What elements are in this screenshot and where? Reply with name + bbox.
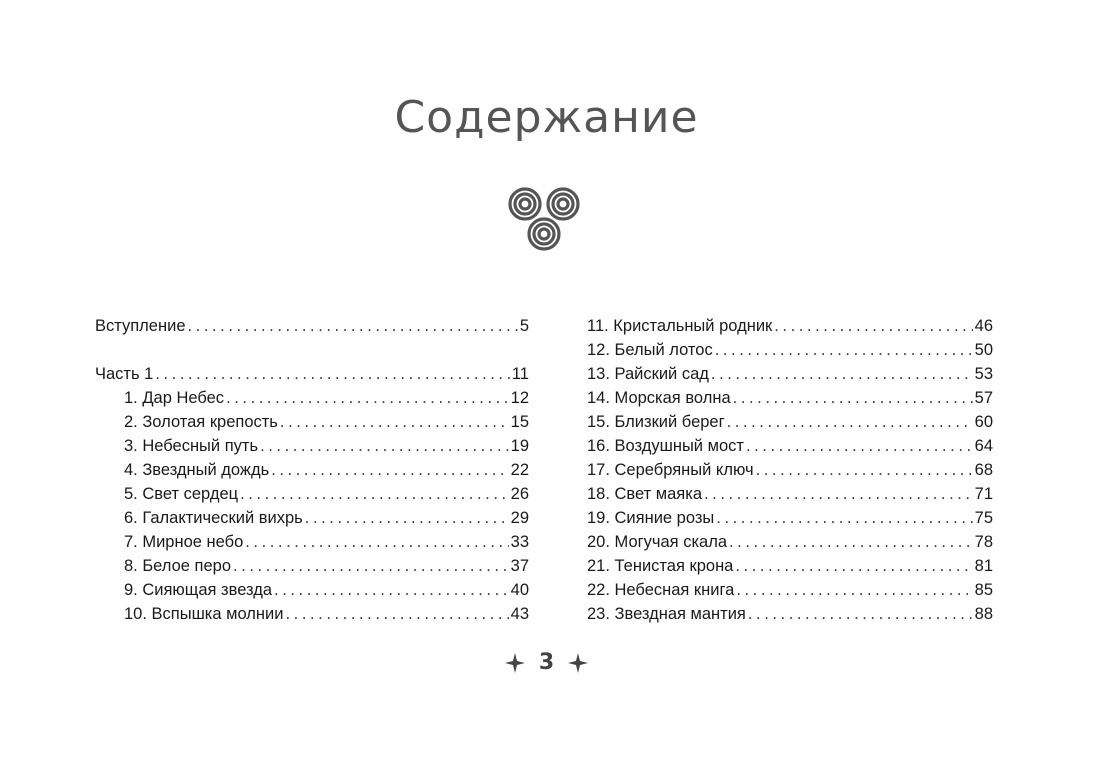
toc-entry-label: 4. Звездный дождь (124, 461, 270, 479)
toc-entry-label: 9. Сияющая звезда (124, 581, 273, 599)
toc-entry-label: Вступление (95, 317, 186, 335)
toc-entry-page: 88 (974, 605, 993, 623)
toc-entry-page: 78 (974, 533, 993, 551)
toc-entry-page: 64 (974, 437, 993, 455)
toc-entry-page: 26 (510, 485, 529, 503)
page-number: 3 (538, 650, 555, 675)
toc-entry-page: 37 (510, 557, 529, 575)
toc-entry-label: 19. Сияние розы (587, 509, 715, 527)
toc-dot-leader (280, 410, 509, 434)
toc-entry[interactable] (587, 386, 993, 410)
toc-left-column (95, 314, 529, 626)
toc-entry-page: 53 (974, 365, 993, 383)
page-title: Содержание (394, 92, 699, 143)
toc-dot-leader (729, 530, 973, 554)
toc-entry[interactable] (587, 602, 993, 626)
toc-dot-leader (735, 554, 972, 578)
toc-entry[interactable] (587, 410, 993, 434)
toc-dot-leader (716, 506, 972, 530)
toc-entry[interactable] (587, 362, 993, 386)
toc-entry[interactable] (587, 578, 993, 602)
toc-entry-page: 46 (974, 317, 993, 335)
toc-entry-label: 16. Воздушный мост (587, 437, 744, 455)
toc-dot-leader (711, 362, 973, 386)
toc-entry-page: 71 (974, 485, 993, 503)
toc-dot-leader (305, 506, 509, 530)
toc-entry-label: 23. Звездная мантия (587, 605, 746, 623)
toc-entry-label: 22. Небесная книга (587, 581, 735, 599)
toc-entry-page: 81 (974, 557, 993, 575)
toc-entry[interactable] (95, 554, 529, 578)
four-point-star-icon (505, 653, 525, 673)
toc-entry[interactable] (587, 434, 993, 458)
toc-entry-label: 18. Свет маяка (587, 485, 703, 503)
toc-entry-label: 15. Близкий берег (587, 413, 725, 431)
toc-entry-label: 13. Райский сад (587, 365, 709, 383)
toc-dot-leader (188, 314, 518, 338)
toc-entry-page: 11 (511, 365, 529, 383)
toc-entry-page: 33 (510, 533, 529, 551)
toc-dot-leader (727, 410, 973, 434)
toc-dot-leader (155, 362, 510, 386)
toc-entry-page: 5 (519, 317, 529, 335)
toc-dot-leader (733, 386, 973, 410)
toc-dot-leader (746, 434, 973, 458)
toc-entry-label: 10. Вспышка молнии (124, 605, 284, 623)
toc-entry[interactable] (95, 482, 529, 506)
toc-entry-page: 43 (510, 605, 529, 623)
toc-entry-page: 12 (510, 389, 529, 407)
toc-entry[interactable] (95, 410, 529, 434)
toc-entry-label: 14. Морская волна (587, 389, 731, 407)
toc-dot-leader (226, 386, 509, 410)
toc-dot-leader (260, 434, 509, 458)
toc-entry[interactable] (587, 338, 993, 362)
toc-entry-intro[interactable] (95, 314, 529, 338)
toc-entry[interactable] (95, 434, 529, 458)
toc-dot-leader (704, 482, 973, 506)
toc-entry-label: 1. Дар Небес (124, 389, 225, 407)
toc-entry[interactable] (587, 458, 993, 482)
toc-dot-leader (285, 602, 508, 626)
toc-entry[interactable] (587, 482, 993, 506)
toc-entry-page: 50 (974, 341, 993, 359)
toc-entry[interactable] (95, 602, 529, 626)
page-number-footer (0, 650, 1093, 675)
toc-entry-page: 85 (974, 581, 993, 599)
toc-entry[interactable] (587, 530, 993, 554)
toc-dot-leader (715, 338, 973, 362)
toc-dot-leader (774, 314, 972, 338)
toc-entry[interactable] (95, 458, 529, 482)
toc-dot-leader (736, 578, 972, 602)
toc-entry-label: 21. Тенистая крона (587, 557, 734, 575)
toc-entry[interactable] (95, 386, 529, 410)
toc-entry-page: 57 (974, 389, 993, 407)
triple-spiral-icon (506, 184, 582, 254)
toc-entry-label: 11. Кристальный родник (587, 317, 773, 335)
toc-dot-leader (748, 602, 973, 626)
toc-entry-label: 20. Могучая скала (587, 533, 728, 551)
toc-entry-label: 5. Свет сердец (124, 485, 239, 503)
toc-entry-label: 8. Белое перо (124, 557, 232, 575)
toc-right-column (587, 314, 993, 626)
four-point-star-icon (568, 653, 588, 673)
toc-entry-page: 40 (510, 581, 529, 599)
toc-entry-page: 22 (510, 461, 529, 479)
toc-dot-leader (240, 482, 509, 506)
toc-dot-leader (274, 578, 509, 602)
toc-dot-leader (756, 458, 973, 482)
toc-entry-label: 6. Галактический вихрь (124, 509, 303, 527)
toc-entry[interactable] (95, 578, 529, 602)
toc-dot-leader (245, 530, 508, 554)
toc-entry-page: 68 (974, 461, 993, 479)
toc-entry[interactable] (95, 506, 529, 530)
toc-entry-label: 2. Золотая крепость (124, 413, 278, 431)
toc-entry-page: 29 (510, 509, 529, 527)
toc-dot-leader (271, 458, 508, 482)
toc-entry[interactable] (587, 314, 993, 338)
toc-entry-label: 3. Небесный путь (124, 437, 259, 455)
toc-entry-page: 15 (510, 413, 529, 431)
toc-entry-part[interactable] (95, 362, 529, 386)
toc-entry-label: 17. Серебряный ключ (587, 461, 754, 479)
toc-entry-label: 7. Мирное небо (124, 533, 244, 551)
toc-dot-leader (233, 554, 509, 578)
toc-entry-label: Часть 1 (95, 365, 154, 383)
toc-entry-label: 12. Белый лотос (587, 341, 713, 359)
toc-entry-page: 75 (974, 509, 993, 527)
toc-entry[interactable] (95, 530, 529, 554)
toc-entry[interactable] (587, 506, 993, 530)
toc-entry[interactable] (587, 554, 993, 578)
toc-entry-page: 19 (510, 437, 529, 455)
toc-entry-page: 60 (974, 413, 993, 431)
